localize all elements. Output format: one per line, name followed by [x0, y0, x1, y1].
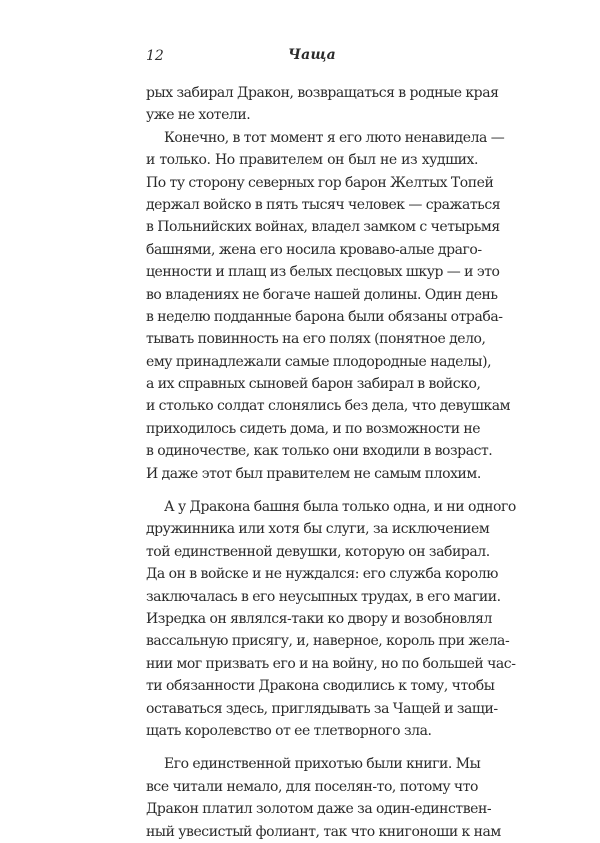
paragraph-gap — [146, 485, 478, 496]
text-line: И даже этот был правителем не самым плохим. — [146, 465, 481, 482]
text-line: щать королевство от ее тлетворного зла. — [146, 722, 432, 739]
text-line: приходилось сидеть дома, и по возможности не — [146, 420, 481, 437]
running-title: Чаща — [287, 47, 336, 63]
body-text — [146, 82, 516, 843]
paragraph — [146, 496, 516, 742]
text-line: Да он в войске и не нуждался: его служба королю — [146, 566, 498, 583]
text-line: и столько солдат слонялись без дела, что девушкам — [146, 398, 511, 415]
text-line: держал войско в пять тысяч человек — сражаться — [146, 196, 501, 213]
text-line: Его единственной прихотью были книги. Мы — [164, 756, 481, 773]
text-line: той единственной девушки, которую он забирал. — [146, 543, 490, 560]
text-line: и только. Но правителем он был не из худших. — [146, 152, 478, 169]
text-line: вассальную присягу, и, наверное, король при жела- — [146, 633, 510, 650]
text-line: в Польнийских войнах, владел замком с четырьмя — [146, 219, 500, 236]
text-line: а их справных сыновей барон забирал в войско, — [146, 376, 481, 393]
text-line: во владениях не богаче нашей долины. Один день — [146, 286, 498, 303]
text-line: заключалась в его неусыпных трудах, в его магии. — [146, 588, 501, 605]
text-line: рых забирал Дракон, возвращаться в родные края — [146, 85, 499, 101]
text-line: ный увесистый фолиант, так что книгоноши к нам — [146, 823, 501, 840]
text-line: уже не хотели. — [146, 107, 251, 124]
text-line: По ту сторону северных гор барон Желтых Топей — [146, 174, 494, 191]
paragraph-gap — [146, 742, 478, 753]
paragraph — [146, 753, 501, 843]
text-line: Изредка он являлся-таки ко двору и возобновлял — [146, 610, 492, 627]
text-line: в одиночестве, как только они входили в возраст. — [146, 443, 493, 460]
text-line: ценности и плащ из белых песцовых шкур — и это — [146, 264, 500, 281]
text-line: все читали немало, для поселян-то, потому что — [146, 778, 478, 795]
text-line: Конечно, в тот момент я его люто ненавидела — — [164, 129, 505, 146]
paragraph — [146, 127, 511, 485]
text-line: нии мог призвать его и на войну, но по большей час- — [146, 655, 516, 672]
page-number: 12 — [146, 48, 164, 64]
text-line: в неделю подданные барона были обязаны отраба- — [146, 308, 503, 325]
text-line: тывать повинность на его полях (понятное дело, — [146, 331, 486, 348]
text-line: Дракон платил золотом даже за один-единствен- — [146, 801, 492, 818]
page-header — [146, 47, 478, 69]
text-line: А у Дракона башня была только одна, и ни одного — [164, 499, 516, 516]
text-line: ти обязанности Дракона сводились к тому, чтобы — [146, 678, 495, 695]
text-line: дружинника или хотя бы слуги, за исключением — [146, 521, 490, 538]
paragraph — [146, 82, 499, 127]
text-line: башнями, жена его носила кроваво-алые драго- — [146, 241, 482, 258]
text-line: оставаться здесь, приглядывать за Чащей и защи- — [146, 700, 498, 717]
text-line: ему принадлежали самые плодородные наделы), — [146, 353, 492, 370]
